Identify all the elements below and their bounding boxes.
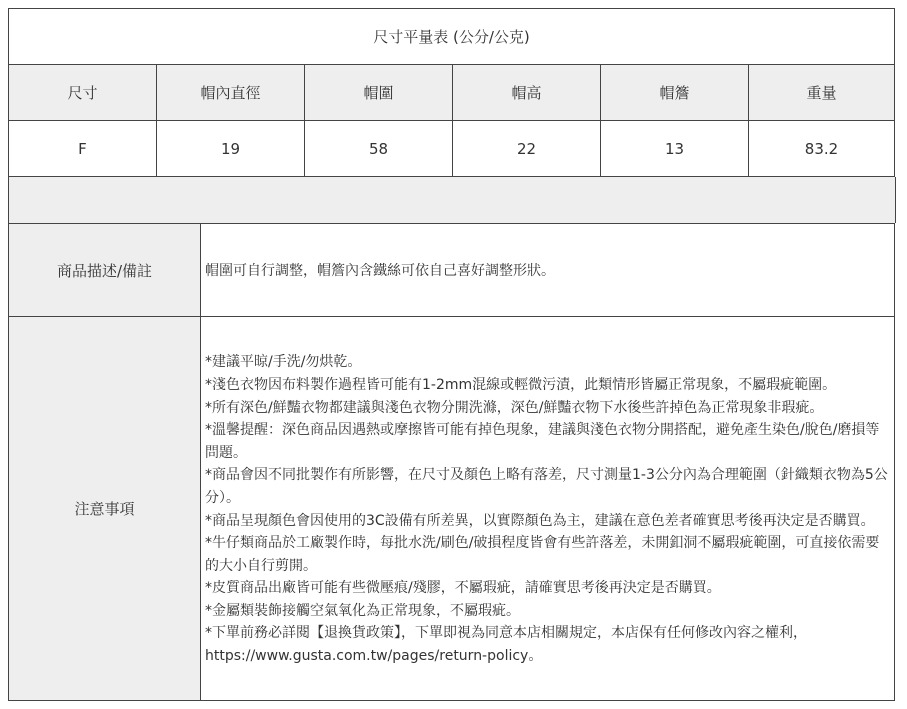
description-label: 商品描述/備註: [9, 224, 201, 317]
cell-size: F: [9, 121, 157, 177]
size-table-title: 尺寸平量表 (公分/公克): [9, 9, 895, 65]
notes-row: [9, 317, 895, 701]
cell-weight: 83.2: [749, 121, 895, 177]
section-spacer: [8, 177, 896, 223]
header-weight: 重量: [749, 65, 895, 121]
list-item: *商品呈現顏色會因使用的3C設備有所差異，以實際顏色為主，建議在意色差者確實思考後再決定是否購買。: [205, 512, 875, 529]
header-circumference: 帽圍: [305, 65, 453, 121]
description-row: [9, 224, 895, 317]
list-item: *皮質商品出廠皆可能有些微壓痕/殘膠，不屬瑕疵，請確實思考後再決定是否購買。: [205, 580, 721, 597]
list-item: *溫馨提醒：深色商品因遇熱或摩擦皆可能有掉色現象，建議與淺色衣物分開搭配，避免產生染色/脫色/磨損等問題。: [205, 422, 880, 461]
size-table: [8, 8, 895, 177]
cell-circumference: 58: [305, 121, 453, 177]
cell-height: 22: [453, 121, 601, 177]
cell-brim: 13: [601, 121, 749, 177]
header-brim: 帽簷: [601, 65, 749, 121]
list-item: *建議平晾/手洗/勿烘乾。: [205, 354, 362, 371]
list-item: *牛仔類商品於工廠製作時，每批水洗/刷色/破損程度皆會有些許落差，未開釦洞不屬瑕疵範圍，可直接依需要的大小自行剪開。: [205, 535, 880, 574]
product-info-table: [8, 223, 895, 701]
notes-label: 注意事項: [9, 317, 201, 701]
list-item: *商品會因不同批製作有所影響，在尺寸及顏色上略有落差，尺寸測量1-3公分內為合理範圍（針織類衣物為5公分）。: [205, 467, 888, 506]
list-item: *淺色衣物因布料製作過程皆可能有1-2mm混線或輕微污漬，此類情形皆屬正常現象，不屬瑕疵範圍。: [205, 376, 837, 393]
list-item: *所有深色/鮮豔衣物都建議與淺色衣物分開洗滌，深色/鮮豔衣物下水後些許掉色為正常現象非瑕疵。: [205, 399, 824, 416]
list-item: *下單前務必詳閱【退換貨政策】，下單即視為同意本店相關規定，本店保有任何修改內容之權利，https://www.gusta.com.tw/pages/return-policy。: [205, 625, 807, 665]
description-text: 帽圍可自行調整，帽簷內含鐵絲可依自己喜好調整形狀。: [201, 224, 895, 317]
size-table-header-row: [9, 65, 895, 121]
header-height: 帽高: [453, 65, 601, 121]
table-row: [9, 121, 895, 177]
cell-inner-diameter: 19: [157, 121, 305, 177]
notes-content: [201, 317, 895, 701]
header-inner-diameter: 帽內直徑: [157, 65, 305, 121]
list-item: *金屬類裝飾接觸空氣氧化為正常現象，不屬瑕疵。: [205, 602, 520, 619]
notes-list: [205, 349, 894, 667]
header-size: 尺寸: [9, 65, 157, 121]
